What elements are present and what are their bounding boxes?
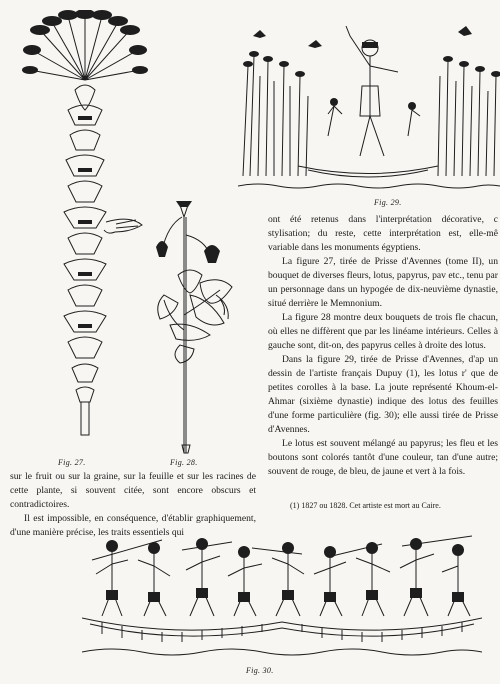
figure-29-illustration — [238, 6, 500, 196]
figure-29-caption: Fig. 29. — [374, 198, 402, 207]
figure-30-illustration — [82, 530, 482, 660]
figure-27-illustration — [20, 10, 150, 450]
paragraph: Le lotus est souvent mélangé au papyrus; les fleu et les boutons sont colorés tantôt d'une couleur, tan d'une autre; souvent de rouge, de bleu, de jaune et vert à la fois. — [268, 438, 498, 477]
paragraph: La figure 27, tirée de Prisse d'Avennes (tome II), un bouquet de diverses fleurs, lotus, papyrus, pav etc., tenu par un personnage dans un hypogée de dix-neuvième dynastie, situé derrière le Memnonium. — [268, 256, 498, 309]
paragraph: Il est impossible, en conséquence, d'établir graphiquement, d'une manière précise, les traits essentiels qui — [10, 513, 256, 538]
paragraph: ont été retenus dans l'interprétation décorative, c stylisation; du reste, cette interprétation est, elle-mê variable dans les monuments égyptiens. — [268, 214, 498, 253]
paragraph: La figure 28 montre deux bouquets de trois fle chacun, où elles ne diffèrent que par les linéame intérieurs. Celles à gauche sont, dit-on, des papyrus celles à droite des lotus. — [268, 312, 498, 351]
figure-28-caption: Fig. 28. — [170, 458, 198, 467]
right-column-text — [268, 213, 498, 479]
figure-28-illustration — [150, 195, 240, 457]
figure-27-caption: Fig. 27. — [58, 458, 86, 467]
paragraph: sur le fruit ou sur la graine, sur la feuille et sur les racines de cette plante, si souvent citée, sont encore obscurs et contradictoires. — [10, 471, 256, 510]
paragraph: Dans la figure 29, tirée de Prisse d'Avennes, d'ap un dessin de l'artiste français Dupuy (1), les lotus r' que de petites corolles à la base. La joute représenté Khoum-el-Ahmar (sixième dynastie) indique des lotus des feuilles d'une forme particulière (fig. 30); elle aussi tirée de Prisse d'Avennes. — [268, 354, 498, 435]
figure-30-caption: Fig. 30. — [246, 666, 274, 675]
footnote: (1) 1827 ou 1828. Cet artiste est mort au Caire. — [290, 501, 441, 510]
